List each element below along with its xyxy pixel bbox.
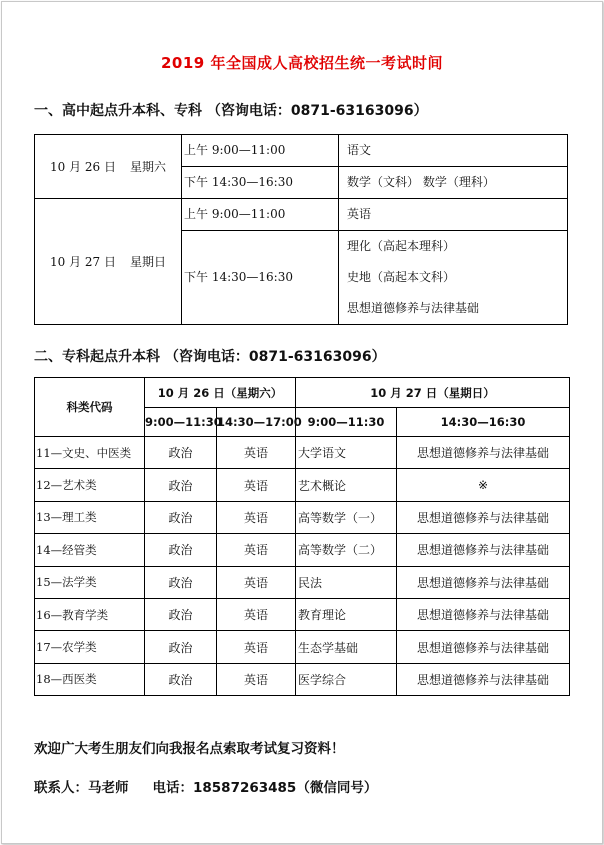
schedule-table-junior-college <box>34 377 570 696</box>
section2-heading: 二、专科起点升本科 （咨询电话：0871-63163096） <box>34 349 386 365</box>
subject-cell: 思想道德修养与法律基础 <box>397 566 570 598</box>
subject-cell: 思想道德修养与法律基础 <box>397 631 570 663</box>
subject-cell: 英语 <box>217 598 296 630</box>
subject-cell: 教育理论 <box>296 598 397 630</box>
section1-heading: 一、高中起点升本科、专科 （咨询电话：0871-63163096） <box>34 103 428 119</box>
subject-cell: 生态学基础 <box>296 631 397 663</box>
time-cell: 下午 14:30—16:30 <box>182 231 339 325</box>
footer-welcome: 欢迎广大考生朋友们向我报名点索取考试复习资料！ <box>34 741 345 757</box>
subject-cell: 思想道德修养与法律基础 <box>397 663 570 695</box>
header-category-code: 科类代码 <box>35 378 145 437</box>
subject-cell: 政治 <box>145 437 217 469</box>
subject-cell: 思想道德修养与法律基础 <box>397 598 570 630</box>
table-row <box>35 437 570 469</box>
subject-cell: 政治 <box>145 469 217 501</box>
subject-cell: 高等数学（二） <box>296 534 397 566</box>
subject-cell: 英语 <box>217 437 296 469</box>
category-cell: 16—教育学类 <box>35 598 145 630</box>
time-cell: 上午 9:00—11:00 <box>182 199 339 231</box>
subject-cell: 艺术概论 <box>296 469 397 501</box>
subject-cell: 民法 <box>296 566 397 598</box>
table-row <box>35 663 570 695</box>
subject-cell: 医学综合 <box>296 663 397 695</box>
table-row <box>35 135 568 167</box>
subject-cell: 大学语文 <box>296 437 397 469</box>
schedule-table-high-school <box>34 134 568 325</box>
subject-cell: 政治 <box>145 566 217 598</box>
subject-cell: 政治 <box>145 534 217 566</box>
header-day1: 10 月 26 日（星期六） <box>145 378 296 408</box>
header-slot: 9:00—11:30 <box>296 408 397 437</box>
category-cell: 11—文史、中医类 <box>35 437 145 469</box>
subject-cell: 政治 <box>145 631 217 663</box>
subject-cell: 数学（文科） 数学（理科） <box>339 167 568 199</box>
date-cell <box>35 135 182 199</box>
table-row <box>35 566 570 598</box>
weekday: 星期日 <box>129 255 166 269</box>
category-cell: 13—理工类 <box>35 501 145 533</box>
date: 10 月 27 日 <box>50 255 116 269</box>
table-row <box>35 469 570 501</box>
subject-cell: 思想道德修养与法律基础 <box>397 534 570 566</box>
category-cell: 17—农学类 <box>35 631 145 663</box>
category-cell: 18—西医类 <box>35 663 145 695</box>
category-cell: 14—经管类 <box>35 534 145 566</box>
subject-cell: 英语 <box>217 566 296 598</box>
footer-contact <box>34 776 377 796</box>
header-slot: 14:30—16:30 <box>397 408 570 437</box>
subject-cell: 英语 <box>217 534 296 566</box>
contact-person: 联系人：马老师 <box>34 780 129 796</box>
table-row <box>35 534 570 566</box>
subject-cell: 英语 <box>339 199 568 231</box>
table-row <box>35 199 568 231</box>
time-cell: 下午 14:30—16:30 <box>182 167 339 199</box>
time-cell: 上午 9:00—11:00 <box>182 135 339 167</box>
subject-cell: 思想道德修养与法律基础 <box>397 437 570 469</box>
category-cell: 12—艺术类 <box>35 469 145 501</box>
header-slot: 14:30—17:00 <box>217 408 296 437</box>
subject-cell: ※ <box>397 469 570 501</box>
subject-cell: 政治 <box>145 598 217 630</box>
weekday: 星期六 <box>129 160 166 174</box>
subject-cell: 英语 <box>217 469 296 501</box>
table-row <box>35 631 570 663</box>
page-title: 2019 年全国成人高校招生统一考试时间 <box>161 54 443 72</box>
subject-cell: 思想道德修养与法律基础 <box>397 501 570 533</box>
subject-cell: 英语 <box>217 631 296 663</box>
subject-cell: 语文 <box>339 135 568 167</box>
date-cell <box>35 199 182 325</box>
table-row <box>35 501 570 533</box>
subject-cell: 理化（高起本理科） 史地（高起本文科） 思想道德修养与法律基础 <box>339 231 568 325</box>
subject-cell: 英语 <box>217 501 296 533</box>
category-cell: 15—法学类 <box>35 566 145 598</box>
table-header-row <box>35 378 570 408</box>
table-row <box>35 598 570 630</box>
header-day2: 10 月 27 日（星期日） <box>296 378 570 408</box>
header-slot: 9:00—11:30 <box>145 408 217 437</box>
contact-phone: 电话：18587263485（微信同号） <box>152 780 378 796</box>
subject-cell: 政治 <box>145 501 217 533</box>
subject-cell: 政治 <box>145 663 217 695</box>
subject-cell: 英语 <box>217 663 296 695</box>
subject-cell: 高等数学（一） <box>296 501 397 533</box>
date: 10 月 26 日 <box>50 160 116 174</box>
